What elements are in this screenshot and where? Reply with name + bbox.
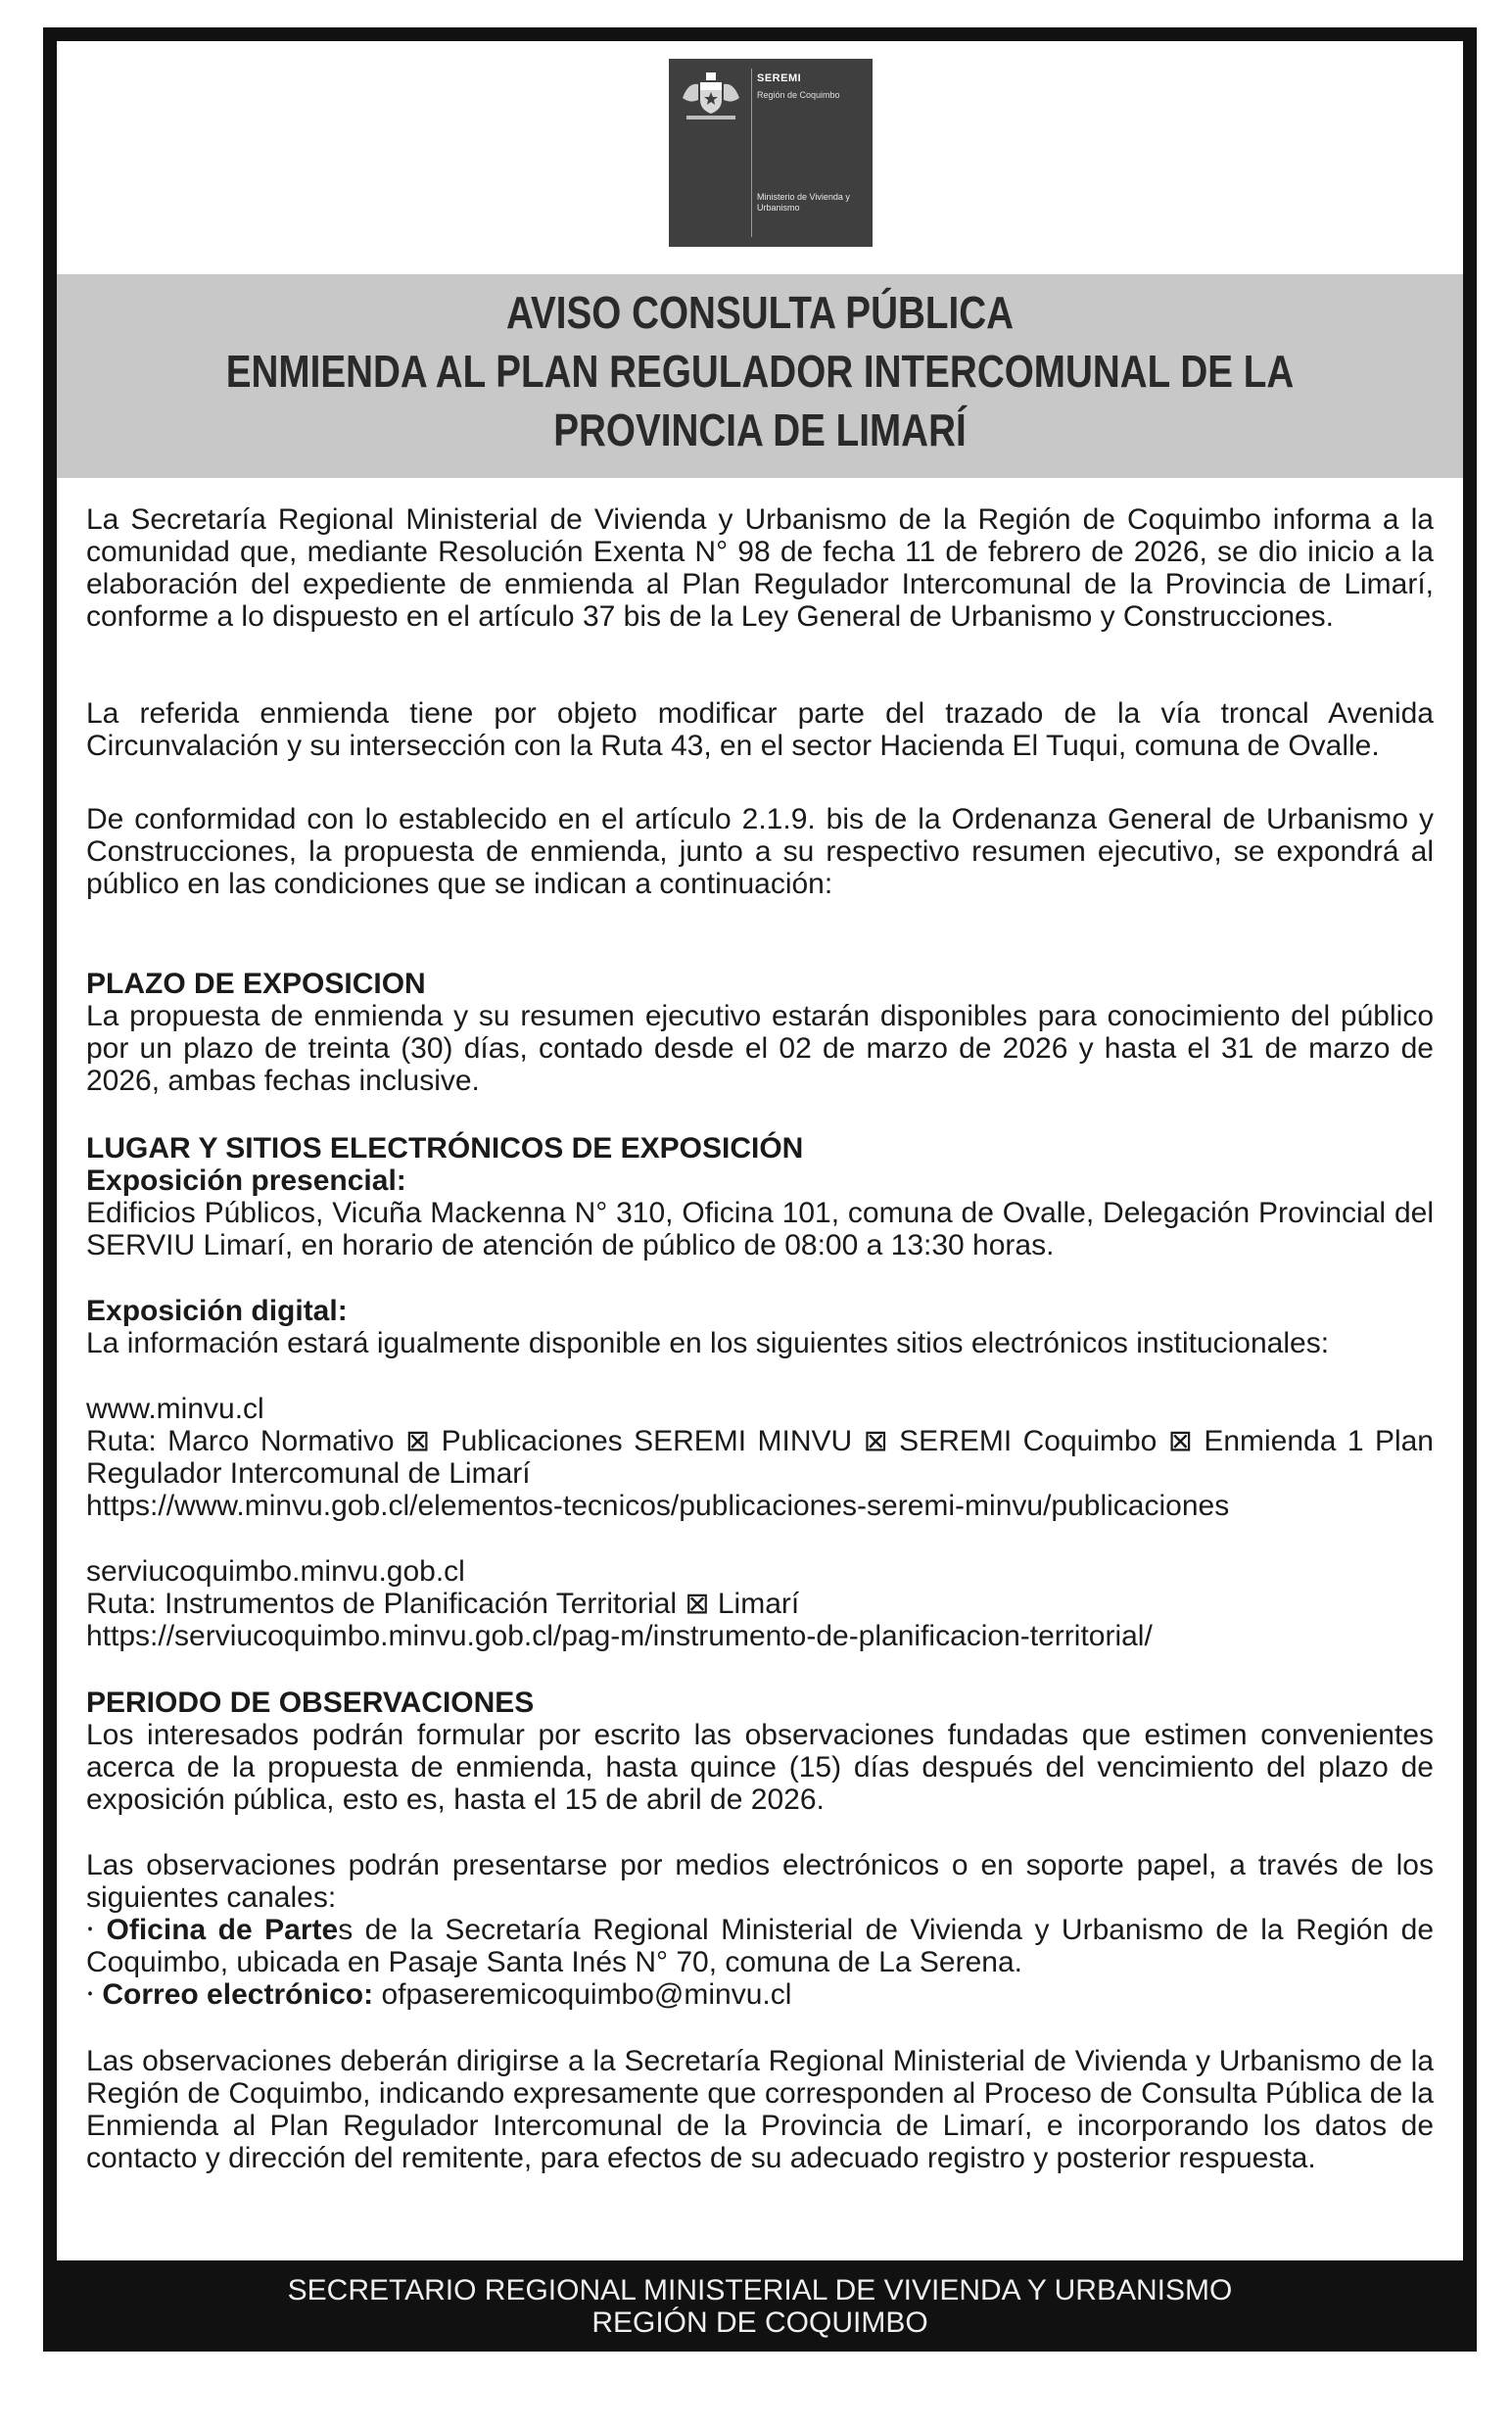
conformity-paragraph: De conformidad con lo establecido en el artículo 2.1.9. bis de la Ordenanza General de Urbanismo y Construcciones, la propuesta de enmienda, junto a su respectivo resumen ejecutivo, se expondrá al público en las condiciones que se indican a continuación: xyxy=(86,803,1434,900)
title-band xyxy=(57,274,1463,478)
site2-name[interactable]: serviucoquimbo.minvu.gob.cl xyxy=(86,1555,465,1588)
title-line-2: ENMIENDA AL PLAN REGULADOR INTERCOMUNAL DE LA xyxy=(225,346,1295,397)
correo-bold: Correo electrónico: xyxy=(102,1978,374,2011)
seremi-logo xyxy=(669,59,873,247)
plazo-heading: PLAZO DE EXPOSICION xyxy=(86,968,426,1000)
lugar-heading: LUGAR Y SITIOS ELECTRÓNICOS DE EXPOSICIÓN xyxy=(86,1132,804,1165)
chile-coat-of-arms-icon xyxy=(679,69,743,123)
purpose-paragraph: La referida enmienda tiene por objeto modificar parte del trazado de la vía troncal Avenida Circunvalación y su intersección con la Ruta 43, en el sector Hacienda El Tuqui, comuna de Ovalle. xyxy=(86,697,1434,762)
digital-text: La información estará igualmente disponible en los siguientes sitios electrónicos institucionales: xyxy=(86,1327,1330,1359)
presencial-label: Exposición presencial: xyxy=(86,1165,406,1197)
periodo-heading: PERIODO DE OBSERVACIONES xyxy=(86,1687,535,1719)
correo-text[interactable]: ofpaseremicoquimbo@minvu.cl xyxy=(373,1978,792,2011)
logo-ministry-text: Ministerio de Vivienda y Urbanismo xyxy=(757,192,850,213)
title-line-1: AVISO CONSULTA PÚBLICA xyxy=(505,287,1015,338)
plazo-text: La propuesta de enmienda y su resumen ejecutivo estarán disponibles para conocimiento del público por un plazo de treinta (30) días, contado desde el 02 de marzo de 2026 y hasta el 31 de marzo de 2026, ambas fechas inclusive. xyxy=(86,1000,1434,1097)
footer-band xyxy=(43,2260,1477,2352)
presencial-text: Edificios Públicos, Vicuña Mackenna N° 310, Oficina 101, comuna de Ovalle, Delegación Provincial del SERVIU Limarí, en horario de atención de público de 08:00 a 13:30 horas. xyxy=(86,1197,1434,1261)
site2-route: Ruta: Instrumentos de Planificación Territorial ⊠ Limarí xyxy=(86,1588,800,1620)
channel-oficina: ⸱ Oficina de Partes de la Secretaría Regional Ministerial de Vivienda y Urbanismo de la Región de Coquimbo, ubicada en Pasaje Santa Inés N° 70, comuna de La Serena. xyxy=(86,1914,1434,1978)
periodo-text: Los interesados podrán formular por escrito las observaciones fundadas que estimen convenientes acerca de la propuesta de enmienda, hasta quince (15) días después del vencimiento del plazo de exposición pública, esto es, hasta el 15 de abril de 2026. xyxy=(86,1719,1434,1816)
closing-paragraph: Las observaciones deberán dirigirse a la Secretaría Regional Ministerial de Vivienda y Urbanismo de la Región de Coquimbo, indicando expresamente que corresponden al Proceso de Consulta Pública de la Enmienda al Plan Regulador Intercomunal de la Provincia de Limarí, e incorporando los datos de contacto y dirección del remitente, para efectos de su adecuado registro y posterior respuesta. xyxy=(86,2045,1434,2174)
notice-body xyxy=(57,41,1463,2260)
logo-seremi-text: SEREMI xyxy=(757,72,802,84)
notice-frame xyxy=(43,27,1477,2352)
site1-name[interactable]: www.minvu.cl xyxy=(86,1393,264,1425)
channel-correo: ⸱ Correo electrónico: ofpaseremicoquimbo@minvu.cl xyxy=(86,1978,792,2011)
digital-label: Exposición digital: xyxy=(86,1295,348,1327)
footer-line-1: SECRETARIO REGIONAL MINISTERIAL DE VIVIENDA Y URBANISMO xyxy=(287,2274,1233,2306)
oficina-bold: Oficina de Parte xyxy=(106,1914,339,1946)
logo-divider xyxy=(751,69,752,237)
footer-line-2: REGIÓN DE COQUIMBO xyxy=(591,2306,928,2339)
title-line-3: PROVINCIA DE LIMARÍ xyxy=(553,404,967,455)
site1-url[interactable]: https://www.minvu.gob.cl/elementos-tecnicos/publicaciones-seremi-minvu/publicaciones xyxy=(86,1490,1230,1522)
oficina-text: s de la Secretaría Regional Ministerial de Vivienda y Urbanismo de la Región de Coquimbo, ubicada en Pasaje Santa Inés N° 70, comuna de La Serena. xyxy=(86,1914,1434,1978)
site2-url[interactable]: https://serviucoquimbo.minvu.gob.cl/pag-m/instrumento-de-planificacion-territorial/ xyxy=(86,1620,1153,1652)
intro-paragraph: La Secretaría Regional Ministerial de Vivienda y Urbanismo de la Región de Coquimbo informa a la comunidad que, mediante Resolución Exenta N° 98 de fecha 11 de febrero de 2026, se dio inicio a la elaboración del expediente de enmienda al Plan Regulador Intercomunal de la Provincia de Limarí, conforme a lo dispuesto en el artículo 37 bis de la Ley General de Urbanismo y Construcciones. xyxy=(86,503,1434,633)
channels-intro: Las observaciones podrán presentarse por medios electrónicos o en soporte papel, a través de los siguientes canales: xyxy=(86,1849,1434,1914)
logo-region-text: Región de Coquimbo xyxy=(757,90,840,100)
site1-route: Ruta: Marco Normativo ⊠ Publicaciones SEREMI MINVU ⊠ SEREMI Coquimbo ⊠ Enmienda 1 Plan Regulador Intercomunal de Limarí xyxy=(86,1425,1434,1490)
